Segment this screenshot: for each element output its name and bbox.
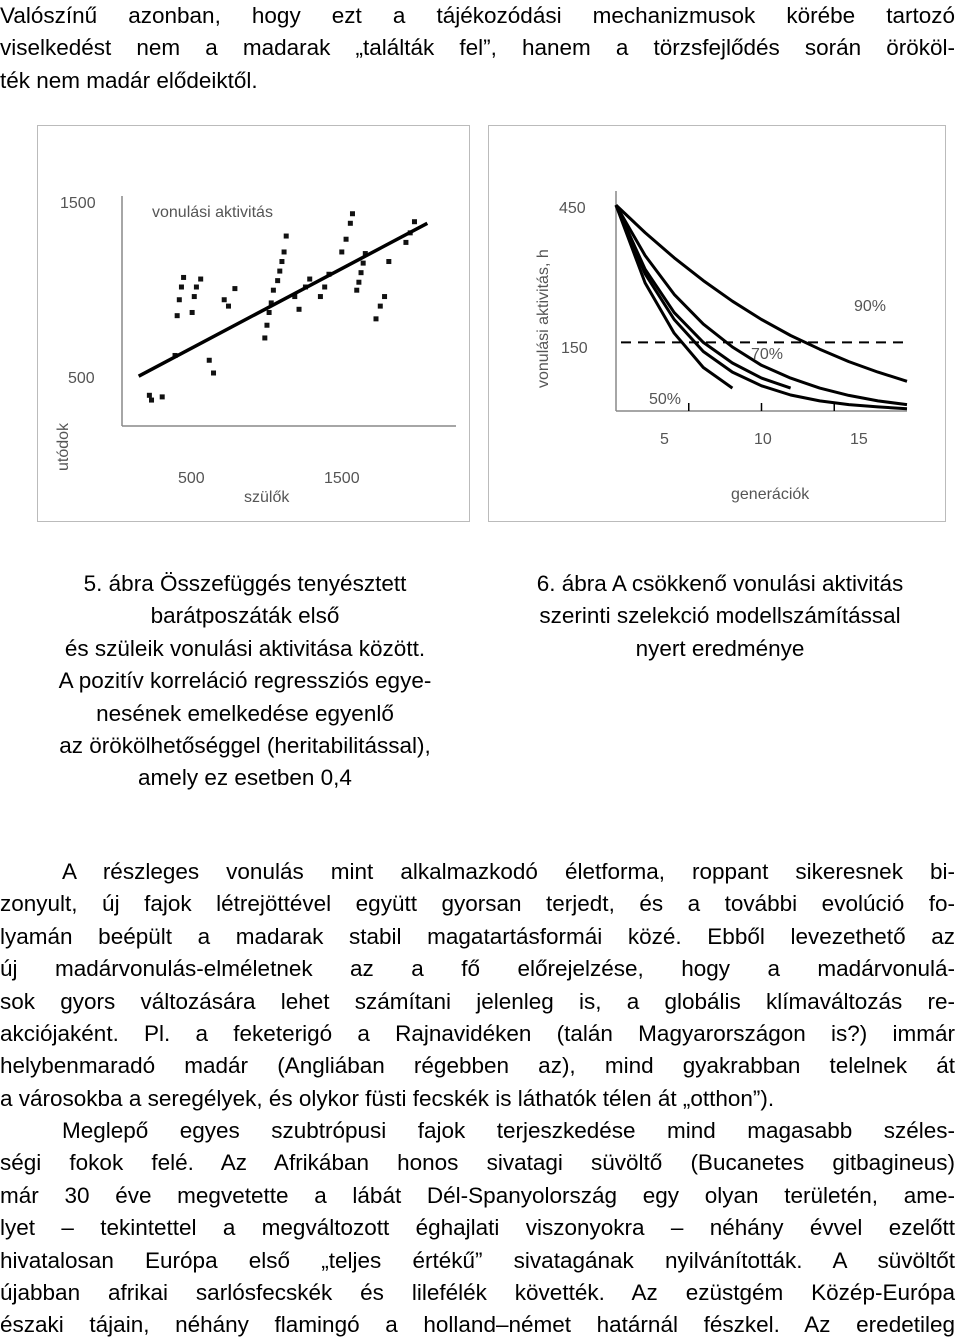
- scatter-point: [284, 234, 289, 239]
- scatter-point: [264, 323, 269, 328]
- scatter-point: [361, 261, 366, 266]
- scatter-point: [179, 285, 184, 290]
- figure-5-scatter: [37, 125, 470, 522]
- x-tick-label: 1500: [324, 470, 360, 487]
- text-line: hivatalosan Európa első „teljes értékű” sivatagának nyilvánították. A süvöltőt: [0, 1247, 955, 1273]
- scatter-point: [350, 211, 355, 216]
- scatter-point: [359, 270, 364, 275]
- figure-6-line: [488, 125, 946, 522]
- scatter-point: [322, 285, 327, 290]
- scatter-point: [344, 237, 349, 242]
- scatter-point: [177, 297, 182, 302]
- scatter-point: [271, 288, 276, 293]
- body-paragraph-2: [0, 1115, 955, 1342]
- text-line: lyet – tekintettel a megváltozott éghajlati viszonyokra – néhány évvel ezelőtt: [0, 1215, 955, 1241]
- scatter-point: [267, 310, 272, 315]
- scatter-point: [277, 269, 282, 274]
- scatter-point: [192, 294, 197, 299]
- scatter-point: [160, 394, 165, 399]
- text-line: viselkedést nem a madarak „találták fel”, hanem a törzsfejlődés során örököl-: [0, 35, 955, 61]
- scatter-point: [382, 294, 387, 299]
- y-axis-label: vonulási aktivitás, h: [535, 249, 552, 388]
- scatter-point: [386, 259, 391, 264]
- scatter-point: [356, 280, 361, 285]
- scatter-point: [403, 240, 408, 245]
- scatter-point: [374, 316, 379, 321]
- text-line: a városokba a seregélyek, és olykor füsti fecskék is láthatók télen át „otthon”).: [0, 1085, 775, 1111]
- regression-line: [139, 223, 428, 376]
- scatter-point: [232, 286, 237, 291]
- x-tick-label: 15: [850, 431, 868, 448]
- y-tick-label: 500: [68, 370, 95, 387]
- figure-6-caption: [480, 568, 960, 665]
- scatter-point: [339, 249, 344, 254]
- caption-line: nyert eredménye: [635, 635, 805, 661]
- y-tick-label: 1500: [60, 195, 96, 212]
- chart-title: vonulási aktivitás: [152, 204, 273, 221]
- text-line: újabban afrikai sarlósfecskék és lilefélék követték. Az ezüstgém Közép-Európa: [0, 1279, 955, 1305]
- scatter-point: [378, 304, 383, 309]
- text-line: új madárvonulás-elméletnek az a fő előrejelzése, hogy a madárvonulá-: [0, 956, 955, 982]
- scatter-point: [222, 297, 227, 302]
- scatter-point: [181, 275, 186, 280]
- text-line: zonyult, új fajok létrejöttével együtt gyorsan terjedt, és a további evolúció fo-: [0, 891, 955, 917]
- x-tick-label: 500: [178, 470, 205, 487]
- scatter-point: [147, 393, 152, 398]
- caption-line: szerinti szelekció modellszámítással: [539, 603, 901, 629]
- caption-line: amely ez esetben 0,4: [138, 765, 352, 791]
- scatter-point: [149, 398, 154, 403]
- text-line: már 30 éve megvetette a lábát Dél-Spanyolország egy olyan területén, ame-: [0, 1182, 955, 1208]
- text-line: északi tájain, néhány flamingó a holland–német határnál fészkel. Az eredetileg: [0, 1312, 955, 1338]
- scatter-point: [226, 304, 231, 309]
- scatter-point: [297, 307, 302, 312]
- x-axis-label: szülők: [244, 489, 290, 506]
- scatter-point: [198, 277, 203, 282]
- scatter-point: [262, 335, 267, 340]
- scatter-point: [318, 294, 323, 299]
- caption-line: A pozitív korreláció regressziós egye-: [58, 668, 432, 694]
- text-line: A részleges vonulás mint alkalmazkodó életforma, roppant sikeresnek bi-: [62, 859, 955, 884]
- scatter-point: [282, 249, 287, 254]
- text-line: sok gyors változására lehet számítani jelenleg is, a globális klímaváltozás re-: [0, 988, 955, 1014]
- scatter-point: [348, 221, 353, 226]
- caption-line: és szüleik vonulási aktivitása között.: [64, 635, 426, 661]
- caption-line: barátposzáták első: [150, 603, 340, 629]
- text-line: Valószínű azonban, hogy ezt a tájékozódási mechanizmusok körébe tartozó: [0, 3, 955, 28]
- y-axis-label: utódok: [55, 422, 72, 471]
- scatter-point: [190, 310, 195, 315]
- text-line: akciójaként. Pl. a feketerigó a Rajnavidéken (talán Magyarországon is?) immár: [0, 1020, 955, 1046]
- text-line: helybenmaradó madár (Angliában régebben az), mind gyakrabban telelnek át: [0, 1053, 955, 1079]
- scatter-point: [211, 371, 216, 376]
- scatter-point: [275, 278, 280, 283]
- text-line: ték nem madár elődeiktől.: [0, 67, 258, 93]
- x-axis-label: generációk: [731, 486, 810, 503]
- scatter-point: [354, 288, 359, 293]
- figure-5-caption: [0, 568, 490, 795]
- caption-line: nesének emelkedése egyenlő: [96, 700, 394, 726]
- caption-line: az örökölhetőséggel (heritabilitással),: [59, 733, 431, 759]
- series-annotation: 90%: [854, 298, 887, 315]
- scatter-point: [194, 285, 199, 290]
- scatter-point: [207, 358, 212, 363]
- scatter-point: [307, 277, 312, 282]
- text-line: lyamán beépült a madarak stabil magatartásformái közé. Ebből levezethető az: [0, 923, 955, 949]
- y-tick-label: 450: [559, 200, 586, 217]
- intro-paragraph: [0, 0, 955, 97]
- text-line: ségi fokok felé. Az Afrikában honos sivatagi süvöltő (Bucanetes gitbagineus): [0, 1150, 955, 1176]
- caption-line: 5. ábra Összefüggés tenyésztett: [83, 571, 407, 596]
- scatter-point: [279, 259, 284, 264]
- caption-line: 6. ábra A csökkenő vonulási aktivitás: [536, 571, 904, 596]
- x-tick-label: 10: [754, 431, 772, 448]
- y-tick-label: 150: [561, 340, 588, 357]
- body-paragraph-1: [0, 856, 955, 1115]
- series-annotation: 50%: [649, 391, 682, 408]
- text-line: Meglepő egyes szubtrópusi fajok terjeszkedése mind magasabb széles-: [62, 1118, 955, 1143]
- scatter-point: [412, 219, 417, 224]
- scatter-point: [175, 313, 180, 318]
- x-tick-label: 5: [660, 431, 669, 448]
- series-annotation: 70%: [751, 346, 784, 363]
